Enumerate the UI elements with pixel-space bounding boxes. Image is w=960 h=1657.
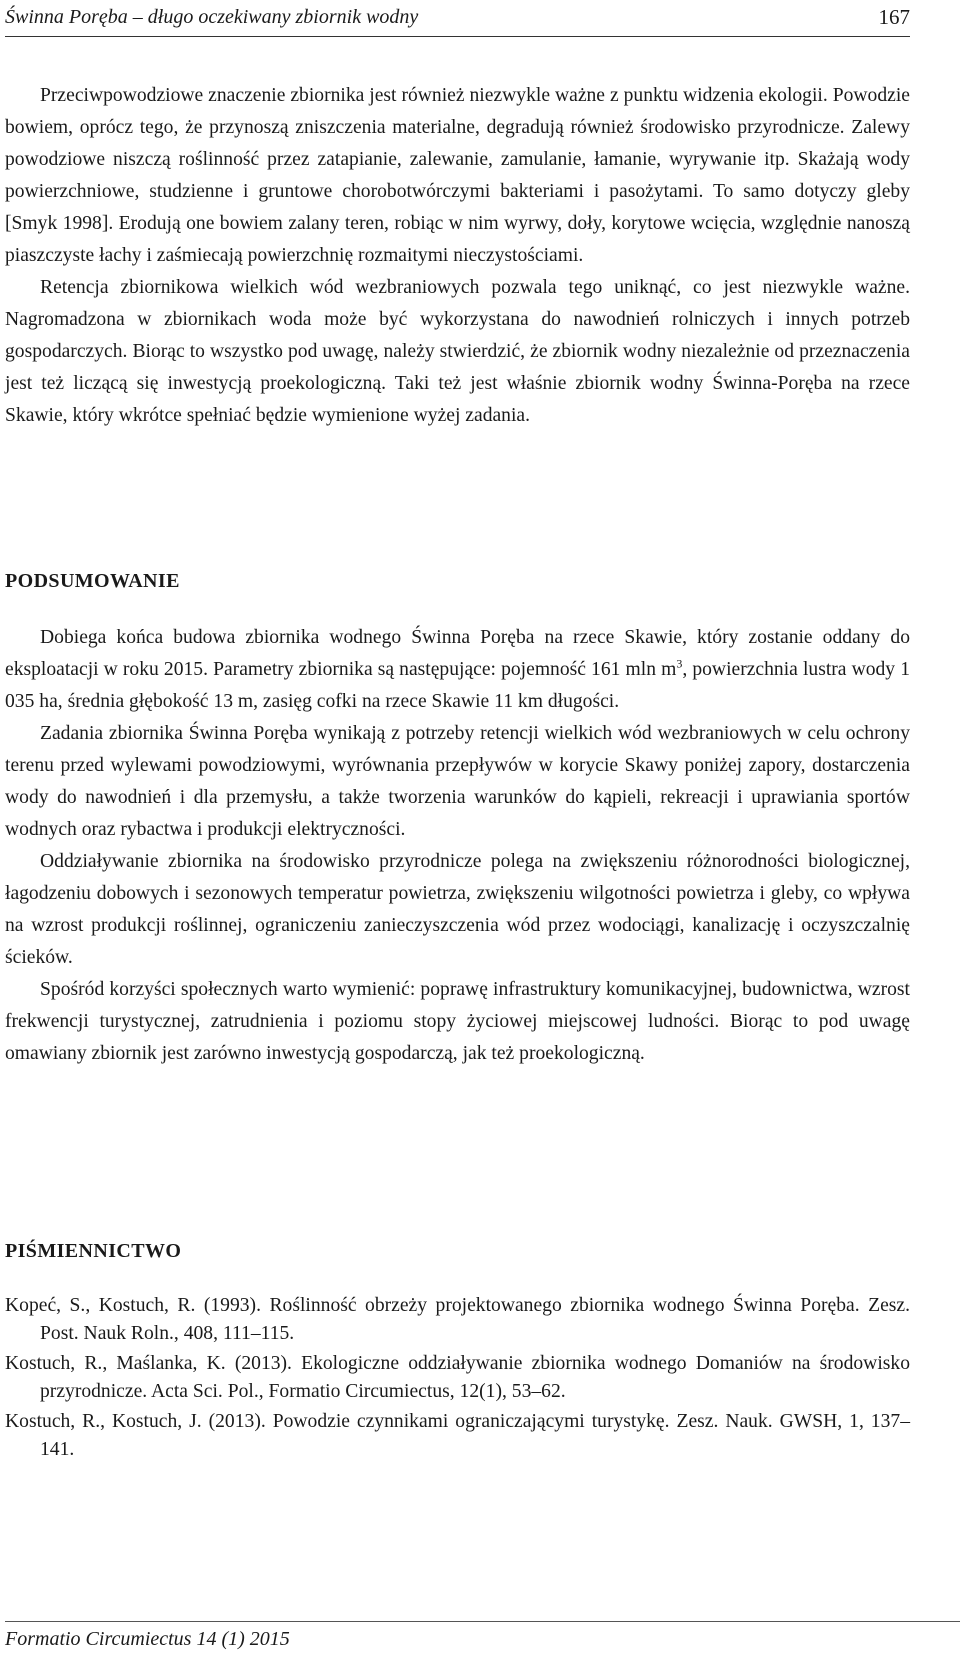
running-head-title: Świnna Poręba – długo oczekiwany zbiornik wodny <box>5 6 419 28</box>
page-number: 167 <box>878 5 910 29</box>
summary-section <box>5 622 910 1070</box>
summary-heading: PODSUMOWANIE <box>5 570 180 592</box>
reference-item: Kostuch, R., Kostuch, J. (2013). Powodzie czynnikami ograniczającymi turystykę. Zesz. Nauk. GWSH, 1, 137–141. <box>5 1411 910 1460</box>
summary-paragraph-4: Spośród korzyści społecznych warto wymienić: poprawę infrastruktury komunikacyjnej, budownictwa, wzrost frekwencji turystycznej, zatrudnienia i poziomu stopy życiowej miejscowej ludności. Biorąc to pod uwagę omawiany zbiornik jest zarówno inwestycją gospodarczą, jak też proekologiczną. <box>5 979 910 1064</box>
intro-paragraph-2: Retencja zbiornikowa wielkich wód wezbraniowych pozwala tego uniknąć, co jest niezwykle ważne. Nagromadzona w zbiornikach woda może być wykorzystana do nawodnień rolniczych i innych potrzeb gospodarczych. Biorąc to wszystko pod uwagę, należy stwierdzić, że zbiornik wodny niezależnie od przeznaczenia jest też liczącą się inwestycją proekologiczną. Taki też jest właśnie zbiornik wodny Świnna-Poręba na rzece Skawie, który wkrótce spełniać będzie wymienione wyżej zadania. <box>5 277 910 426</box>
summary-p1-text-b: , powierzchnia lustra wody 1 035 ha, średnia głębokość 13 m, zasięg cofki na rzece Skawie 11 km długości. <box>5 659 910 712</box>
summary-paragraph-2: Zadania zbiornika Świnna Poręba wynikają z potrzeby retencji wielkich wód wezbraniowych w celu ochrony terenu przed wylewami powodziowymi, wyrównania przepływów w korycie Skawy poniżej zapory, dostarczenia wody do nawodnień i dla przemysłu, a także tworzenia warunków do kąpieli, rekreacji i uprawiania sportów wodnych oraz rybactwa i produkcji elektryczności. <box>5 723 910 840</box>
footer-journal: Formatio Circumiectus 14 (1) 2015 <box>5 1628 290 1650</box>
intro-section <box>5 80 910 432</box>
references-heading: PIŚMIENNICTWO <box>5 1240 182 1262</box>
summary-paragraph-3: Oddziaływanie zbiornika na środowisko przyrodnicze polega na zwiększeniu różnorodności biologicznej, łagodzeniu dobowych i sezonowych temperatur powietrza, zwiększeniu wilgotności powietrza i gleby, co wpływa na wzrost produkcji roślinnej, ograniczeniu zanieczyszczenia wód przez wodociągi, kanalizację i oczyszczalnię ścieków. <box>5 851 910 968</box>
summary-p1-text-a: Dobiega końca budowa zbiornika wodnego Świnna Poręba na rzece Skawie, który zostanie oddany do eksploatacji w roku 2015. Parametry zbiornika są następujące: pojemność 161 mln m <box>5 627 910 680</box>
footer-rule <box>5 1621 960 1622</box>
summary-paragraph-1 <box>5 622 910 718</box>
superscript-3: 3 <box>676 656 683 671</box>
running-head <box>5 2 910 32</box>
header-rule <box>5 36 910 37</box>
references-list <box>5 1292 910 1466</box>
intro-paragraph-1: Przeciwpowodziowe znaczenie zbiornika jest również niezwykle ważne z punktu widzenia ekologii. Powodzie bowiem, oprócz tego, że przynoszą zniszczenia materialne, degradują również środowisko przyrodnicze. Zalewy powodziowe niszczą roślinność przez zatapianie, zalewanie, zamulanie, łamanie, wyrywanie itp. Skażają wody powierzchniowe, studzienne i gruntowe chorobotwórczymi bakteriami i pasożytami. To samo dotyczy gleby [Smyk 1998]. Erodują one bowiem zalany teren, robiąc w nim wyrwy, doły, korytowe wcięcia, względnie nanoszą piaszczyste łachy i zaśmiecają powierzchnię rozmaitymi nieczystościami. <box>5 85 910 266</box>
reference-item: Kopeć, S., Kostuch, R. (1993). Roślinność obrzeży projektowanego zbiornika wodnego Świnna Poręba. Zesz. Post. Nauk Roln., 408, 111–115. <box>5 1295 910 1344</box>
reference-item: Kostuch, R., Maślanka, K. (2013). Ekologiczne oddziaływanie zbiornika wodnego Domaniów na środowisko przyrodnicze. Acta Sci. Pol., Formatio Circumiectus, 12(1), 53–62. <box>5 1353 910 1402</box>
